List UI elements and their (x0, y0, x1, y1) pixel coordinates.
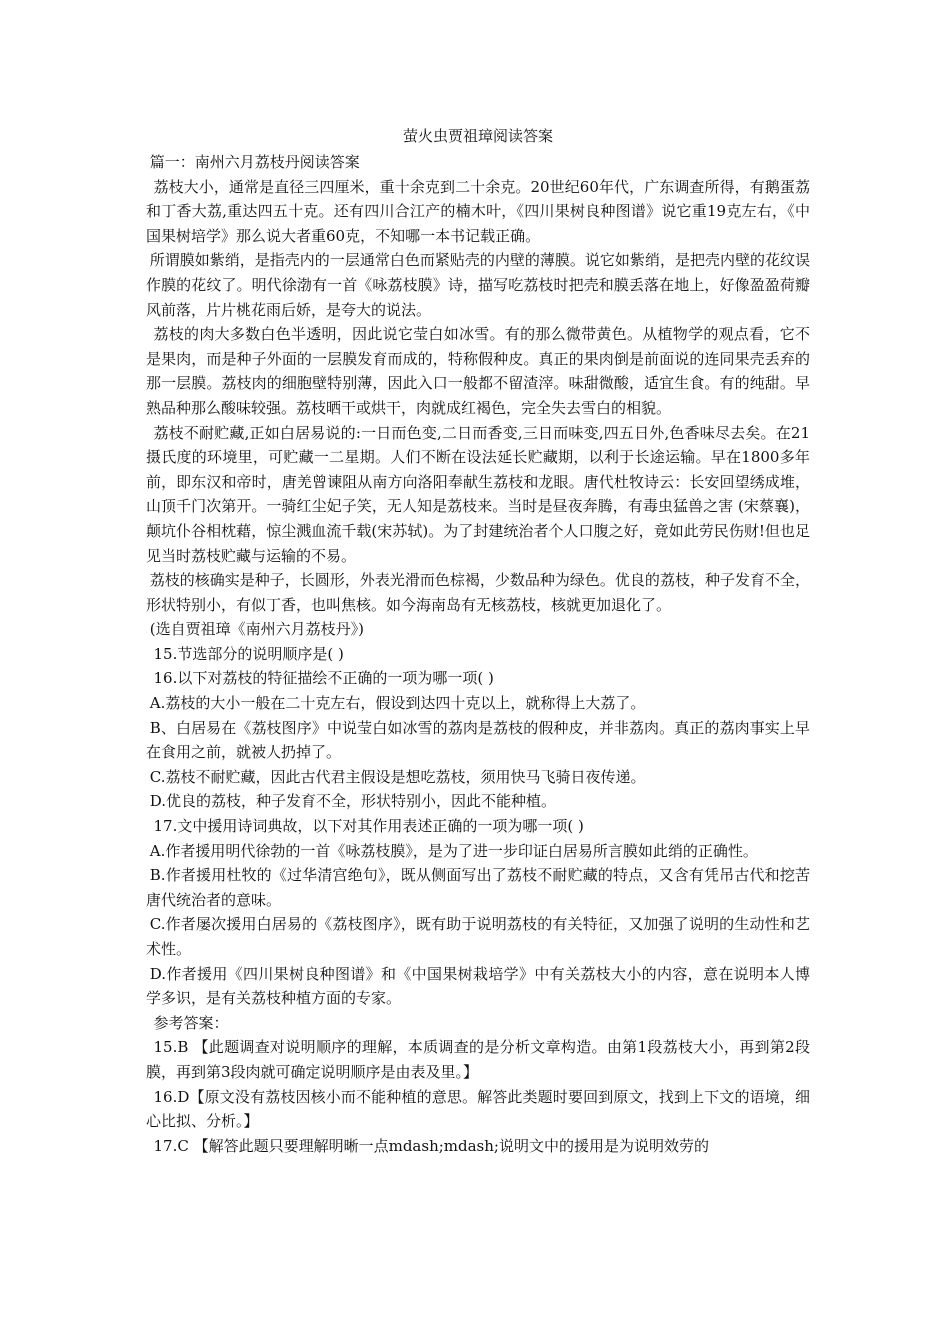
paragraph-storage: 荔枝不耐贮藏,正如白居易说的:一日而色变,二日而香变,三日而味变,四五日外,色香味尽去矣。在21摄氏度的环境里，可贮藏一二星期。人们不断在设法延长贮藏期，以利于长途运输。早在1800多年前，即东汉和帝时，唐羌曾谏阻从南方向洛阳奉献生荔枝和龙眼。唐代杜牧诗云：长安回望绣成堆，山顶千门次第开。一骑红尘妃子笑，无人知是荔枝来。当时是昼夜奔腾，有毒虫猛兽之害 (宋蔡襄)，颠坑仆谷相枕藉，惊尘溅血流千载(宋苏轼)。为了封建统治者个人口腹之好，竟如此劳民伤财!但也足见当时荔枝贮藏与运输的不易。 (146, 423, 810, 565)
option-16-b: B、白居易在《荔枝图序》中说莹白如冰雪的荔肉是荔枝的假种皮，并非荔肉。真正的荔肉事实上早在食用之前，就被人扔掉了。 (146, 718, 810, 762)
section-heading: 篇一：南州六月荔枝丹阅读答案 (149, 153, 360, 171)
option-16-a: A.荔枝的大小一般在二十克左右，假设到达四十克以上，就称得上大荔了。 (149, 694, 646, 713)
question-17: 17.文中援用诗词典故，以下对其作用表述正确的一项为哪一项( ) (153, 817, 584, 836)
option-17-b: B.作者援用杜牧的《过华清宫绝句》，既从侧面写出了荔枝不耐贮藏的特点，又含有凭吊古代和挖苦唐代统治者的意味。 (146, 866, 810, 909)
option-17-a: A.作者援用明代徐勃的一首《咏荔枝膜》，是为了进一步印证白居易所言膜如此绡的正确性。 (149, 841, 758, 860)
answer-15: 15.B 【此题调查对说明顺序的理解，本质调查的是分析文章构造。由第1段荔枝大小，再到第2段膜，再到第3段肉就可确定说明顺序是由表及里。】 (146, 1038, 810, 1081)
source-note: (选自贾祖璋《南州六月荔枝丹》) (149, 620, 364, 639)
document-title: 萤火虫贾祖璋阅读答案 (402, 127, 553, 145)
document-page (146, 124, 810, 1158)
paragraph-flesh: 荔枝的肉大多数白色半透明，因此说它莹白如冰雪。有的那么微带黄色。从植物学的观点看，它不是果肉，而是种子外面的一层膜发育而成的，特称假种皮。真正的果肉倒是前面说的连同果壳丢弃的那一层膜。荔枝肉的细胞壁特别薄，因此入口一般都不留渣滓。味甜微酸，适宜生食。有的纯甜。早熟品种那么酸味较强。荔枝晒干或烘干，肉就成红褐色，完全失去雪白的相貌。 (146, 325, 810, 417)
paragraph-seed: 荔枝的核确实是种子，长圆形，外表光滑而色棕褐，少数品种为绿色。优良的荔枝，种子发育不全，形状特别小，有似丁香，也叫焦核。如今海南岛有无核荔枝，核就更加退化了。 (146, 571, 810, 614)
option-16-d: D.优良的荔枝，种子发育不全，形状特别小，因此不能种植。 (149, 792, 557, 811)
question-15: 15.节选部分的说明顺序是( ) (153, 644, 344, 663)
answer-16: 16.D【原文没有荔枝因核小而不能种植的意思。解答此类题时要回到原文，找到上下文的语境，细心比拟、分析。】 (146, 1087, 810, 1131)
paragraph-membrane: 所谓膜如紫绡，是指壳内的一层通常白色而紧贴壳的内壁的薄膜。说它如紫绡，是把壳内壁的花纹误作膜的花纹了。明代徐渤有一首《咏荔枝膜》诗，描写吃荔枝时把壳和膜丢落在地上，好像盈盈荷瓣风前落，片片桃花雨后娇，是夸大的说法。 (146, 251, 810, 319)
option-17-d: D.作者援用《四川果树良种图谱》和《中国果树栽培学》中有关荔枝大小的内容，意在说明本人博学多识，是有关荔枝种植方面的专家。 (146, 964, 810, 1008)
question-16: 16.以下对荔枝的特征描绘不正确的一项为哪一项( ) (153, 669, 494, 688)
option-16-c: C.荔枝不耐贮藏，因此古代君主假设是想吃荔枝，须用快马飞骑日夜传递。 (149, 767, 646, 786)
answer-17: 17.C 【解答此题只要理解明晰一点mdash;mdash;说明文中的援用是为说明效劳的 (153, 1136, 709, 1155)
option-17-c: C.作者屡次援用白居易的《荔枝图序》，既有助于说明荔枝的有关特征，又加强了说明的生动性和艺术性。 (146, 915, 810, 958)
answers-heading: 参考答案： (153, 1013, 229, 1032)
paragraph-size: 荔枝大小，通常是直径三四厘米，重十余克到二十余克。20世纪60年代，广东调查所得，有鹅蛋荔和丁香大荔,重达四五十克。还有四川合江产的楠木叶，《四川果树良种图谱》说它重19克左右，《中国果树培学》那么说大者重60克，不知哪一本书记载正确。 (146, 177, 810, 245)
